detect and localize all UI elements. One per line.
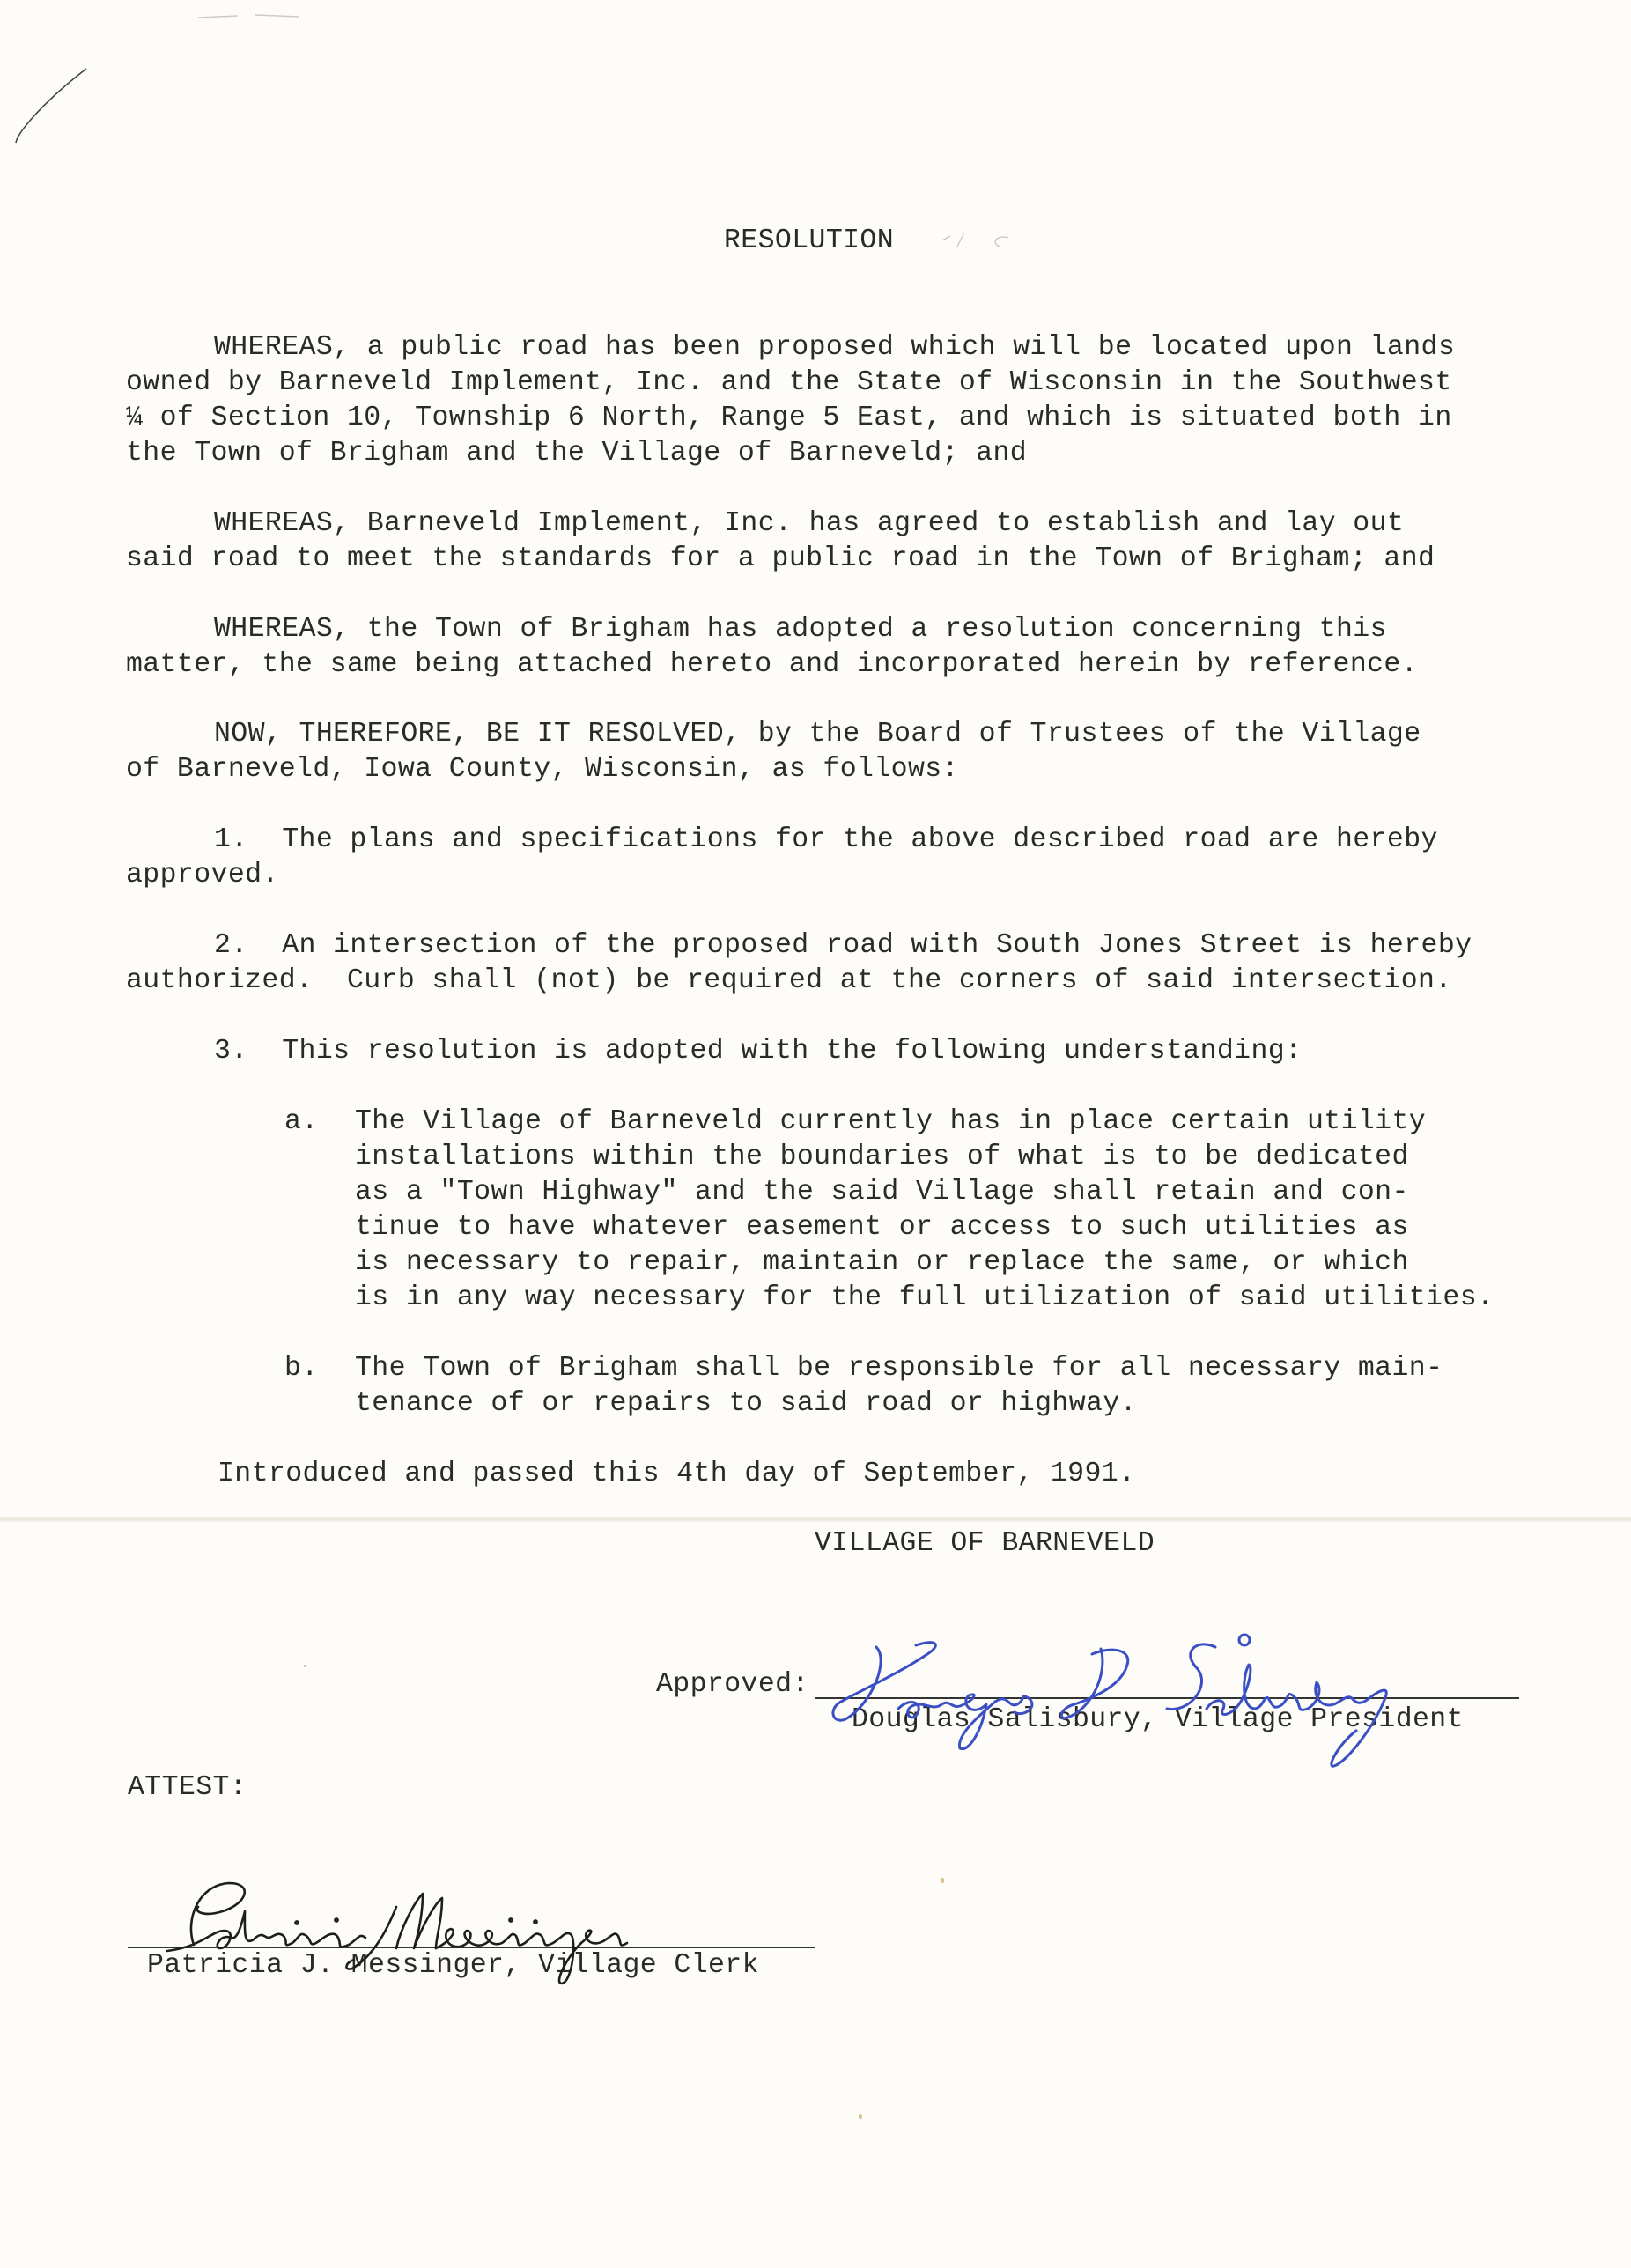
item-a-line-4: tinue to have whatever easement or access to such utilities as (355, 1212, 1409, 1243)
paper-speck (304, 1665, 306, 1667)
whereas-2-line-2: said road to meet the standards for a public road in the Town of Brigham; and (126, 543, 1435, 574)
item-3-line-1: 3. This resolution is adopted with the following understanding: (214, 1036, 1303, 1067)
faint-marks (194, 7, 317, 25)
attest-label: ATTEST: (128, 1772, 247, 1803)
item-2-line-1: 2. An intersection of the proposed road with South Jones Street is hereby (214, 930, 1472, 961)
item-a-line-5: is necessary to repair, maintain or replace the same, or which (355, 1247, 1409, 1278)
whereas-3-line-1: WHEREAS, the Town of Brigham has adopted a resolution concerning this (214, 614, 1387, 645)
whereas-1-line-1: WHEREAS, a public road has been proposed which will be located upon lands (214, 332, 1456, 363)
paper-speck (941, 1878, 944, 1883)
whereas-1-line-4: the Town of Brigham and the Village of Barneveld; and (126, 438, 1028, 469)
passed-statement: Introduced and passed this 4th day of September, 1991. (218, 1459, 1136, 1489)
whereas-1-line-3: ¼ of Section 10, Township 6 North, Range 5 East, and which is situated both in (126, 403, 1452, 433)
approved-label: Approved: (656, 1669, 809, 1700)
whereas-3-line-2: matter, the same being attached hereto and incorporated herein by reference. (126, 649, 1419, 680)
item-b-marker: b. (284, 1353, 319, 1384)
item-a-line-3: as a "Town Highway" and the said Village shall retain and con- (355, 1177, 1409, 1208)
item-1-line-1: 1. The plans and specifications for the above described road are hereby (214, 824, 1438, 855)
resolved-line-1: NOW, THEREFORE, BE IT RESOLVED, by the Board of Trustees of the Village (214, 719, 1421, 750)
whereas-2-line-1: WHEREAS, Barneveld Implement, Inc. has agreed to establish and lay out (214, 508, 1405, 539)
resolved-line-2: of Barneveld, Iowa County, Wisconsin, as follows: (126, 754, 959, 785)
faint-pencil-mark (938, 227, 1017, 254)
clerk-signature (132, 1867, 713, 1991)
clerk-name: Patricia J. Messinger, Village Clerk (147, 1950, 759, 1981)
document-title: RESOLUTION (724, 225, 895, 256)
paper-fold (0, 1517, 1631, 1522)
item-a-line-2: installations within the boundaries of what is to be dedicated (355, 1141, 1409, 1172)
item-2-line-2: authorized. Curb shall (not) be required at the corners of said intersection. (126, 965, 1452, 996)
village-name: VILLAGE OF BARNEVELD (815, 1528, 1155, 1559)
item-a-line-1: The Village of Barneveld currently has in place certain utility (355, 1106, 1427, 1137)
item-b-line-2: tenance of or repairs to said road or highway. (355, 1388, 1137, 1419)
item-a-marker: a. (284, 1106, 319, 1137)
whereas-1-line-2: owned by Barneveld Implement, Inc. and the State of Wisconsin in the Southwest (126, 367, 1452, 398)
paper-speck (859, 2114, 862, 2119)
president-name: Douglas Salisbury, Village President (852, 1704, 1464, 1735)
item-1-line-2: approved. (126, 860, 279, 890)
margin-pen-mark (9, 62, 97, 150)
president-signature (828, 1621, 1400, 1770)
item-a-line-6: is in any way necessary for the full utilization of said utilities. (355, 1282, 1494, 1313)
item-b-line-1: The Town of Brigham shall be responsible for all necessary main- (355, 1353, 1443, 1384)
